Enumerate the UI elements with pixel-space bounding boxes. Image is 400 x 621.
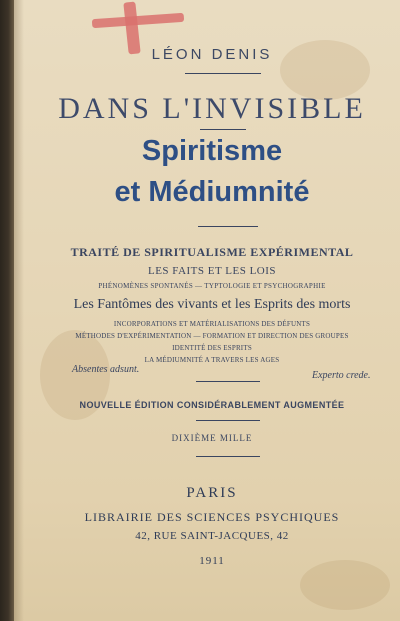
imprint-address: 42, RUE SAINT-JACQUES, 42 <box>135 530 289 542</box>
divider <box>185 73 261 74</box>
epigraph-right: Experto crede. <box>312 370 371 381</box>
title-line-2: Spiritisme <box>141 135 283 167</box>
divider <box>196 381 260 382</box>
title-line-3: et Médiumnité <box>114 176 310 208</box>
subtitle-line-8: LA MÉDIUMNITÉ A TRAVERS LES AGES <box>144 356 280 364</box>
imprint-publisher: LIBRAIRIE DES SCIENCES PSYCHIQUES <box>84 510 340 524</box>
divider <box>198 226 258 227</box>
author-name: LÉON DENIS <box>151 46 273 63</box>
imprint-year: 1911 <box>199 555 225 567</box>
spine-shadow <box>14 0 24 621</box>
subtitle-line-2: LES FAITS ET LES LOIS <box>147 265 277 277</box>
subtitle-line-7: IDENTITÉ DES ESPRITS <box>172 344 252 352</box>
printing-note: DIXIÈME MILLE <box>171 433 253 443</box>
divider <box>196 456 260 457</box>
epigraph-left: Absentes adsunt. <box>72 364 140 375</box>
divider <box>200 129 246 130</box>
title-line-1: DANS L'INVISIBLE <box>58 92 366 125</box>
divider <box>196 420 260 421</box>
subtitle-line-6: MÉTHODES D'EXPÉRIMENTATION — FORMATION ET DIRECTION DES GROUPES <box>75 332 349 340</box>
subtitle-line-4: Les Fantômes des vivants et les Esprits des morts <box>73 297 351 312</box>
subtitle-line-1: TRAITÉ DE SPIRITUALISME EXPÉRIMENTAL <box>70 245 354 259</box>
subtitle-line-5: INCORPORATIONS ET MATÉRIALISATIONS DES DÉFUNTS <box>113 320 311 328</box>
paper-stain <box>300 560 390 610</box>
book-spine <box>0 0 14 621</box>
edition-note: NOUVELLE ÉDITION CONSIDÉRABLEMENT AUGMENTÉE <box>79 400 345 410</box>
subtitle-line-3: PHÉNOMÈNES SPONTANÉS — TYPTOLOGIE ET PSYCHOGRAPHIE <box>98 282 326 290</box>
imprint-city: PARIS <box>186 485 238 501</box>
